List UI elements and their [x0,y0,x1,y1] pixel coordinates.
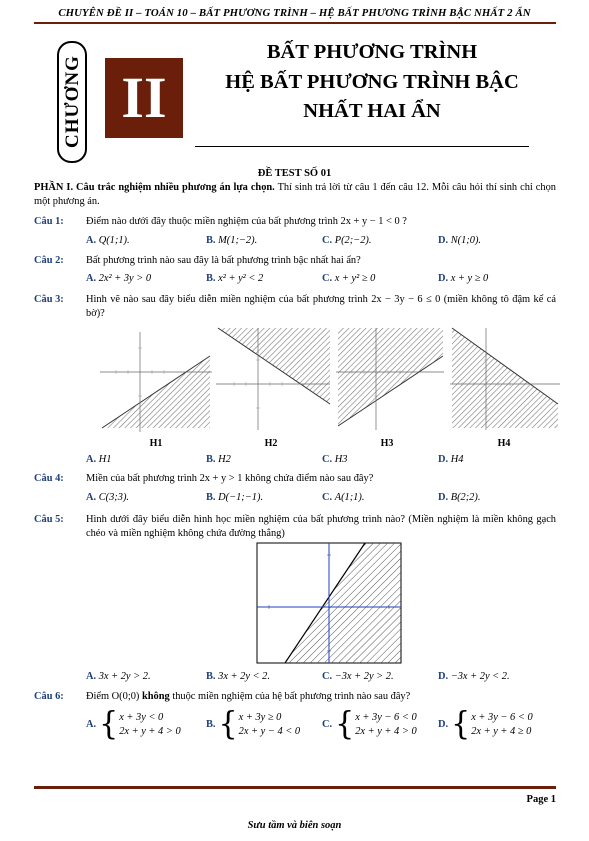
option-c[interactable]: C. H3 [322,454,348,465]
question-1-options [86,234,556,250]
option-c[interactable]: C. A(1;1). [322,492,365,503]
question-2-options [86,272,556,288]
question-4-text: Miền của bất phương trình 2x + y > 1 không chứa điểm nào sau đây? [86,473,374,484]
question-2-text: Bất phương trình nào sau đây là bất phương trình bậc nhất hai ẩn? [86,255,361,266]
chapter-title-line-1: BẤT PHƯƠNG TRÌNH [266,41,478,63]
question-1-text: Điểm nào dưới đây thuộc miền nghiệm của bất phương trình 2x + y − 1 < 0 ? [86,216,407,227]
option-b[interactable]: B. M(1;−2). [206,235,258,246]
option-c[interactable]: C. x + y² ≥ 0 [322,273,376,284]
part-1-text: Thí sinh trả lời từ câu 1 đến câu 12. Mỗi câu hỏi thí sinh chỉ chọn một phương án. [34,182,556,207]
figure-label-h2: H2 [264,438,278,449]
question-3-figures [0,326,589,438]
option-b[interactable]: B. D(−1;−1). [206,492,264,503]
question-3-label: Câu 3: [34,294,64,305]
option-d[interactable]: D. N(1;0). [438,235,482,246]
question-5-options [86,670,556,686]
figure-label-h4: H4 [497,438,511,449]
question-3-options [86,453,556,469]
chapter-vertical-label [57,41,87,163]
footer-rule [34,786,556,789]
option-d[interactable]: D. { x + 3y − 6 < 0 2x + y + 4 ≥ 0 [438,706,533,743]
question-4-label: Câu 4: [34,473,64,484]
chapter-number-box: II [105,58,183,138]
part-1-instructions [34,181,556,208]
figure-h1 [100,332,212,432]
question-6-label: Câu 6: [34,691,64,702]
chapter-title-line-2: HỆ BẤT PHƯƠNG TRÌNH BẬC [225,70,519,93]
option-b[interactable]: B. { x + 3y ≥ 0 2x + y − 4 < 0 [206,706,301,743]
question-1-label: Câu 1: [34,216,64,227]
option-d[interactable]: D. −3x + 2y < 2. [438,671,510,682]
option-a[interactable]: A. 2x² + 3y > 0 [86,273,152,284]
option-d[interactable]: D. x + y ≥ 0 [438,273,489,284]
chapter-title [196,38,548,127]
question-4-options [86,491,556,507]
option-a[interactable]: A. { x + 3y < 0 2x + y + 4 > 0 [86,706,181,743]
option-b[interactable]: B. H2 [206,454,231,465]
chapter-word: CHƯƠNG [61,55,83,149]
option-c[interactable]: C. −3x + 2y > 2. [322,671,394,682]
option-b[interactable]: B. x² + y² < 2 [206,273,264,284]
title-rule [195,146,529,147]
option-a[interactable]: A. Q(1;1). [86,235,130,246]
question-3-text: Hình vẽ nào sau đây biểu diễn miền nghiệm của bất phương trình 2x − 3y − 6 ≤ 0 (miền không tô đậm kể cả bờ)? [86,294,556,319]
test-title: ĐỀ TEST SỐ 01 [257,168,332,179]
figure-h2 [216,328,330,430]
option-a[interactable]: A. C(3;3). [86,492,130,503]
page-number: Page 1 [526,794,556,805]
question-2-label: Câu 2: [34,255,64,266]
option-a[interactable]: A. 3x + 2y > 2. [86,671,151,682]
option-b[interactable]: B. 3x + 2y < 2. [206,671,270,682]
option-c[interactable]: C. P(2;−2). [322,235,372,246]
question-6-text: Điểm O(0;0) không thuộc miền nghiệm của hệ bất phương trình nào sau đây? [86,691,411,702]
running-header: CHUYÊN ĐỀ II – TOÁN 10 – BẤT PHƯƠNG TRÌNH – HỆ BẤT PHƯƠNG TRÌNH BẬC NHẤT 2 ẨN [58,7,531,19]
header-rule [34,22,556,24]
question-6-options [86,706,556,746]
footer-credit: Sưu tầm và biên soạn [247,820,342,831]
chapter-title-line-3: NHẤT HAI ẨN [303,100,441,123]
question-5-label: Câu 5: [34,514,64,525]
part-1-label: PHẦN I. Câu trắc nghiệm nhiều phương án lựa chọn. [34,182,275,193]
option-a[interactable]: A. H1 [86,454,112,465]
option-d[interactable]: D. H4 [438,454,464,465]
figure-h3 [336,328,444,430]
figure-label-h1: H1 [149,438,163,449]
question-5-text: Hình dưới đây biểu diễn hình học miền nghiệm của bất phương trình nào? (Miền nghiệm là miền không gạch chéo và miền nghiệm không chứa đường thẳng) [86,514,556,539]
question-5-figure [255,541,405,665]
figure-label-h3: H3 [380,438,394,449]
figure-h4 [450,328,560,430]
option-c[interactable]: C. { x + 3y − 6 < 0 2x + y + 4 > 0 [322,706,417,743]
option-d[interactable]: D. B(2;2). [438,492,481,503]
